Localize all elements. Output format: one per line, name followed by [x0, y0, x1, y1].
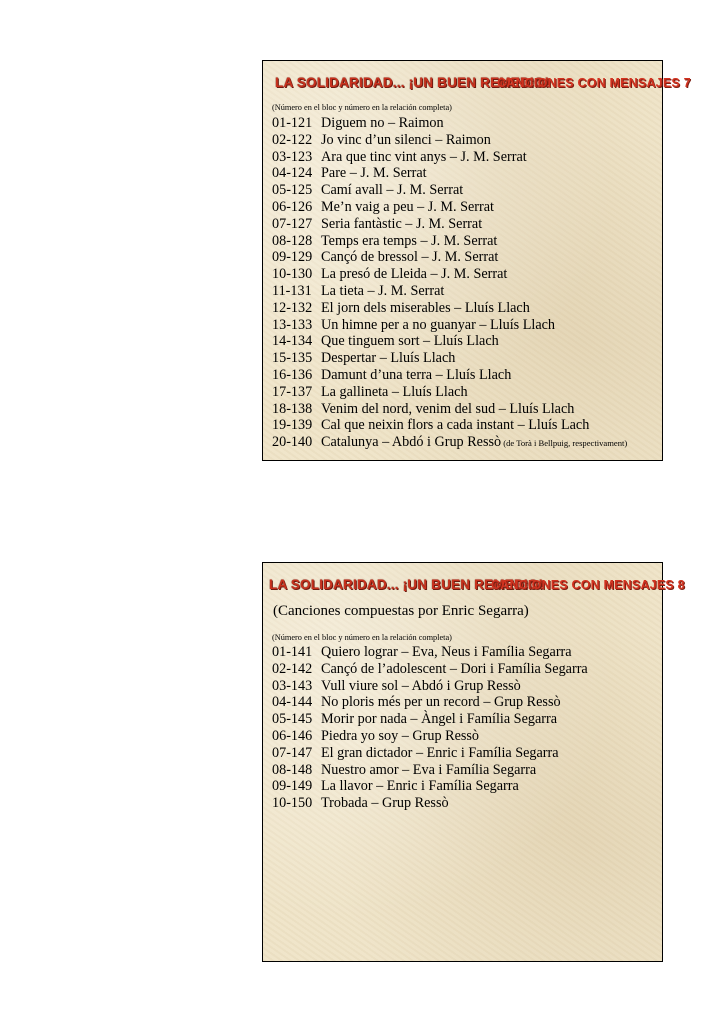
song-title: Cal que neixin flors a cada instant – Lluís Lach — [321, 417, 590, 434]
song-title: Jo vinc d’un silenci – Raimon — [321, 131, 491, 148]
song-item — [272, 678, 658, 695]
song-item — [272, 728, 658, 745]
song-item — [272, 417, 658, 434]
song-title: La llavor – Enric i Família Segarra — [321, 778, 519, 795]
song-item — [272, 778, 658, 795]
song-title: Quiero lograr – Eva, Neus i Família Segarra — [321, 644, 572, 660]
song-title: Seria fantàstic – J. M. Serrat — [321, 215, 483, 232]
song-title: Venim del nord, venim del sud – Lluís Llach — [321, 400, 575, 417]
song-list — [272, 115, 658, 451]
song-item — [272, 694, 658, 711]
song-item — [272, 350, 658, 367]
song-title: La presó de Lleida – J. M. Serrat — [321, 266, 508, 283]
song-number: 03-123 — [272, 148, 313, 165]
song-number: 13-133 — [272, 316, 313, 333]
song-item — [272, 644, 658, 661]
song-title: Piedra yo soy – Grup Ressò — [321, 727, 480, 744]
song-item — [272, 384, 658, 401]
slide-title — [263, 75, 691, 95]
song-number: 14-134 — [272, 333, 313, 350]
song-number: 01-121 — [272, 115, 313, 131]
song-title: El jorn dels miserables – Lluís Llach — [321, 299, 530, 316]
song-title: Damunt d’una terra – Lluís Llach — [321, 366, 512, 383]
song-number: 19-139 — [272, 417, 313, 434]
song-title: No ploris més per un record – Grup Ressò — [321, 694, 561, 711]
song-title: Un himne per a no guanyar – Lluís Llach — [321, 316, 556, 333]
song-number: 03-143 — [272, 677, 313, 694]
song-item — [272, 283, 658, 300]
song-number: 18-138 — [272, 400, 313, 417]
song-item — [272, 115, 658, 132]
song-number: 17-137 — [272, 383, 313, 400]
song-item — [272, 661, 658, 678]
slide-title-main: LA SOLIDARIDAD... ¡UN BUEN REMEDIO! — [269, 577, 544, 592]
song-number: 06-126 — [272, 198, 313, 215]
song-title: Diguem no – Raimon — [321, 115, 444, 131]
song-title: Catalunya – Abdó i Grup Ressò — [321, 434, 502, 451]
song-number: 02-142 — [272, 660, 313, 677]
song-title: Camí avall – J. M. Serrat — [321, 182, 464, 199]
song-title: Vull viure sol – Abdó i Grup Ressò — [321, 677, 521, 694]
song-number: 07-127 — [272, 215, 313, 232]
song-item — [272, 795, 658, 812]
song-note: (de Torà i Bellpuig, respectivament) — [501, 438, 628, 449]
song-title: Temps era temps – J. M. Serrat — [321, 232, 498, 249]
song-number: 04-144 — [272, 694, 313, 711]
song-number: 05-125 — [272, 182, 313, 199]
song-number: 01-141 — [272, 644, 313, 660]
song-title: Ara que tinc vint anys – J. M. Serrat — [321, 148, 527, 165]
song-item — [272, 149, 658, 166]
song-number: 10-130 — [272, 266, 313, 283]
song-item — [272, 216, 658, 233]
song-item — [272, 233, 658, 250]
song-item — [272, 266, 658, 283]
song-title: Que tinguem sort – Lluís Llach — [321, 333, 499, 350]
song-number: 10-150 — [272, 795, 313, 812]
song-title: Cançó de bressol – J. M. Serrat — [321, 249, 499, 266]
song-title: Cançó de l’adolescent – Dori i Família Segarra — [321, 660, 588, 677]
song-item — [272, 300, 658, 317]
song-title: Morir por nada – Àngel i Família Segarra — [321, 711, 557, 728]
slide-title-series: CANCIONES CON MENSAJES 7 — [497, 76, 691, 90]
song-title: El gran dictador – Enric i Família Segarra — [321, 744, 559, 761]
song-number: 16-136 — [272, 366, 313, 383]
song-item — [272, 434, 658, 451]
song-title: Nuestro amor – Eva i Família Segarra — [321, 761, 537, 778]
numbering-note: (Número en el bloc y número en la relación completa) — [272, 103, 452, 112]
slide-subtitle: (Canciones compuestas por Enric Segarra) — [273, 603, 529, 619]
song-number: 12-132 — [272, 299, 313, 316]
slide-title-main: LA SOLIDARIDAD... ¡UN BUEN REMEDIO! — [275, 75, 550, 90]
song-number: 02-122 — [272, 131, 313, 148]
song-item — [272, 745, 658, 762]
song-item — [272, 165, 658, 182]
song-item — [272, 317, 658, 334]
song-title: La gallineta – Lluís Llach — [321, 383, 468, 400]
song-item — [272, 762, 658, 779]
slide-canciones-7 — [262, 60, 691, 461]
song-item — [272, 333, 658, 350]
song-item — [272, 711, 658, 728]
song-number: 11-131 — [272, 282, 312, 299]
song-number: 15-135 — [272, 350, 313, 367]
song-item — [272, 367, 658, 384]
song-number: 07-147 — [272, 744, 313, 761]
song-title: La tieta – J. M. Serrat — [321, 282, 445, 299]
song-item — [272, 249, 658, 266]
song-number: 20-140 — [272, 434, 313, 451]
song-title: Pare – J. M. Serrat — [321, 165, 427, 182]
slide-canciones-8 — [262, 562, 685, 962]
song-number: 04-124 — [272, 165, 313, 182]
slide-title — [263, 577, 685, 597]
song-item — [272, 401, 658, 418]
song-title: Me’n vaig a peu – J. M. Serrat — [321, 198, 494, 215]
song-number: 06-146 — [272, 727, 313, 744]
song-number: 08-128 — [272, 232, 313, 249]
song-item — [272, 199, 658, 216]
song-number: 05-145 — [272, 711, 313, 728]
song-title: Trobada – Grup Ressò — [321, 795, 449, 812]
song-number: 09-149 — [272, 778, 313, 795]
song-item — [272, 132, 658, 149]
song-list — [272, 644, 658, 812]
song-item — [272, 182, 658, 199]
slide-title-series: CANCIONES CON MENSAJES 8 — [491, 578, 685, 592]
song-title: Despertar – Lluís Llach — [321, 350, 456, 367]
song-number: 09-129 — [272, 249, 313, 266]
numbering-note: (Número en el bloc y número en la relación completa) — [272, 633, 452, 642]
song-number: 08-148 — [272, 761, 313, 778]
